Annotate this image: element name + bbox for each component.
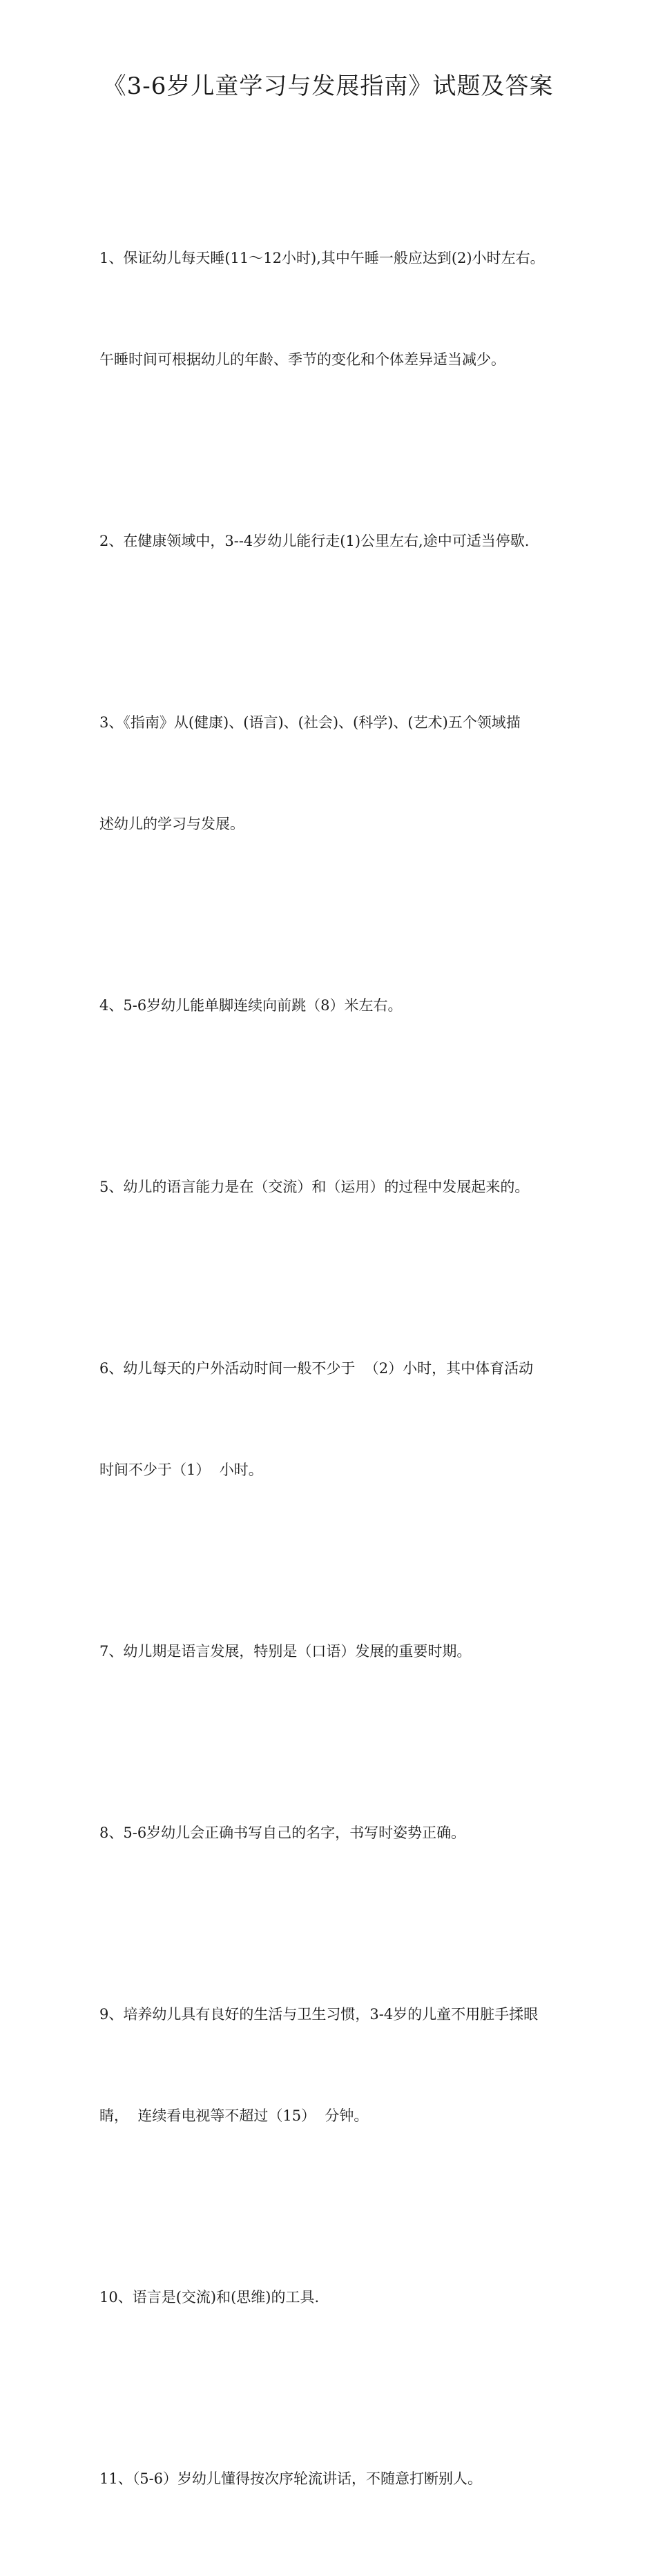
question-item-5 [99,1103,569,1272]
question-list [99,174,569,2576]
question-item-7 [99,1567,569,1736]
question-line: 6、幼儿每天的户外活动时间一般不少于 （2）小时，其中体育活动 [99,1360,534,1377]
question-line: 10、语言是(交流)和(思维)的工具. [99,2289,320,2305]
question-item-9 [99,1930,569,2201]
question-line: 7、幼儿期是语言发展，特别是（口语）发展的重要时期。 [99,1643,472,1660]
question-line: 4、5-6岁幼儿能单脚连续向前跳（8）米左右。 [99,997,403,1014]
question-line: 5、幼儿的语言能力是在（交流）和（运用）的过程中发展起来的。 [99,1179,530,1195]
question-line: 1、保证幼儿每天睡(11～12小时),其中午睡一般应达到(2)小时左右。 [99,250,545,266]
question-item-10 [99,2213,569,2382]
question-line: 述幼儿的学习与发展。 [99,816,244,832]
question-item-1 [99,174,569,444]
question-item-11 [99,2395,569,2564]
question-item-3 [99,638,569,909]
question-line: 3、《指南》从(健康)、(语言)、(社会)、(科学)、(艺术)五个领域描 [99,714,521,731]
document-title: 《3-6岁儿童学习与发展指南》试题及答案 [102,72,554,100]
question-line: 11、（5-6）岁幼儿懂得按次序轮流讲话，不随意打断别人。 [99,2470,483,2487]
question-line: 睛， 连续看电视等不超过（15） 分钟。 [99,2107,369,2124]
question-item-2 [99,457,569,626]
question-line: 8、5-6岁幼儿会正确书写自己的名字，书写时姿势正确。 [99,1825,466,1841]
question-item-6 [99,1284,569,1555]
question-line: 2、在健康领域中，3--4岁幼儿能行走(1)公里左右,途中可适当停歇. [99,533,530,549]
question-item-8 [99,1749,569,1918]
question-line: 9、培养幼儿具有良好的生活与卫生习惯，3-4岁的儿童不用脏手揉眼 [99,2006,539,2023]
question-line: 午睡时间可根据幼儿的年龄、季节的变化和个体差异适当减少。 [99,351,505,368]
question-line: 时间不少于（1） 小时。 [99,1462,263,1478]
question-item-4 [99,921,569,1090]
